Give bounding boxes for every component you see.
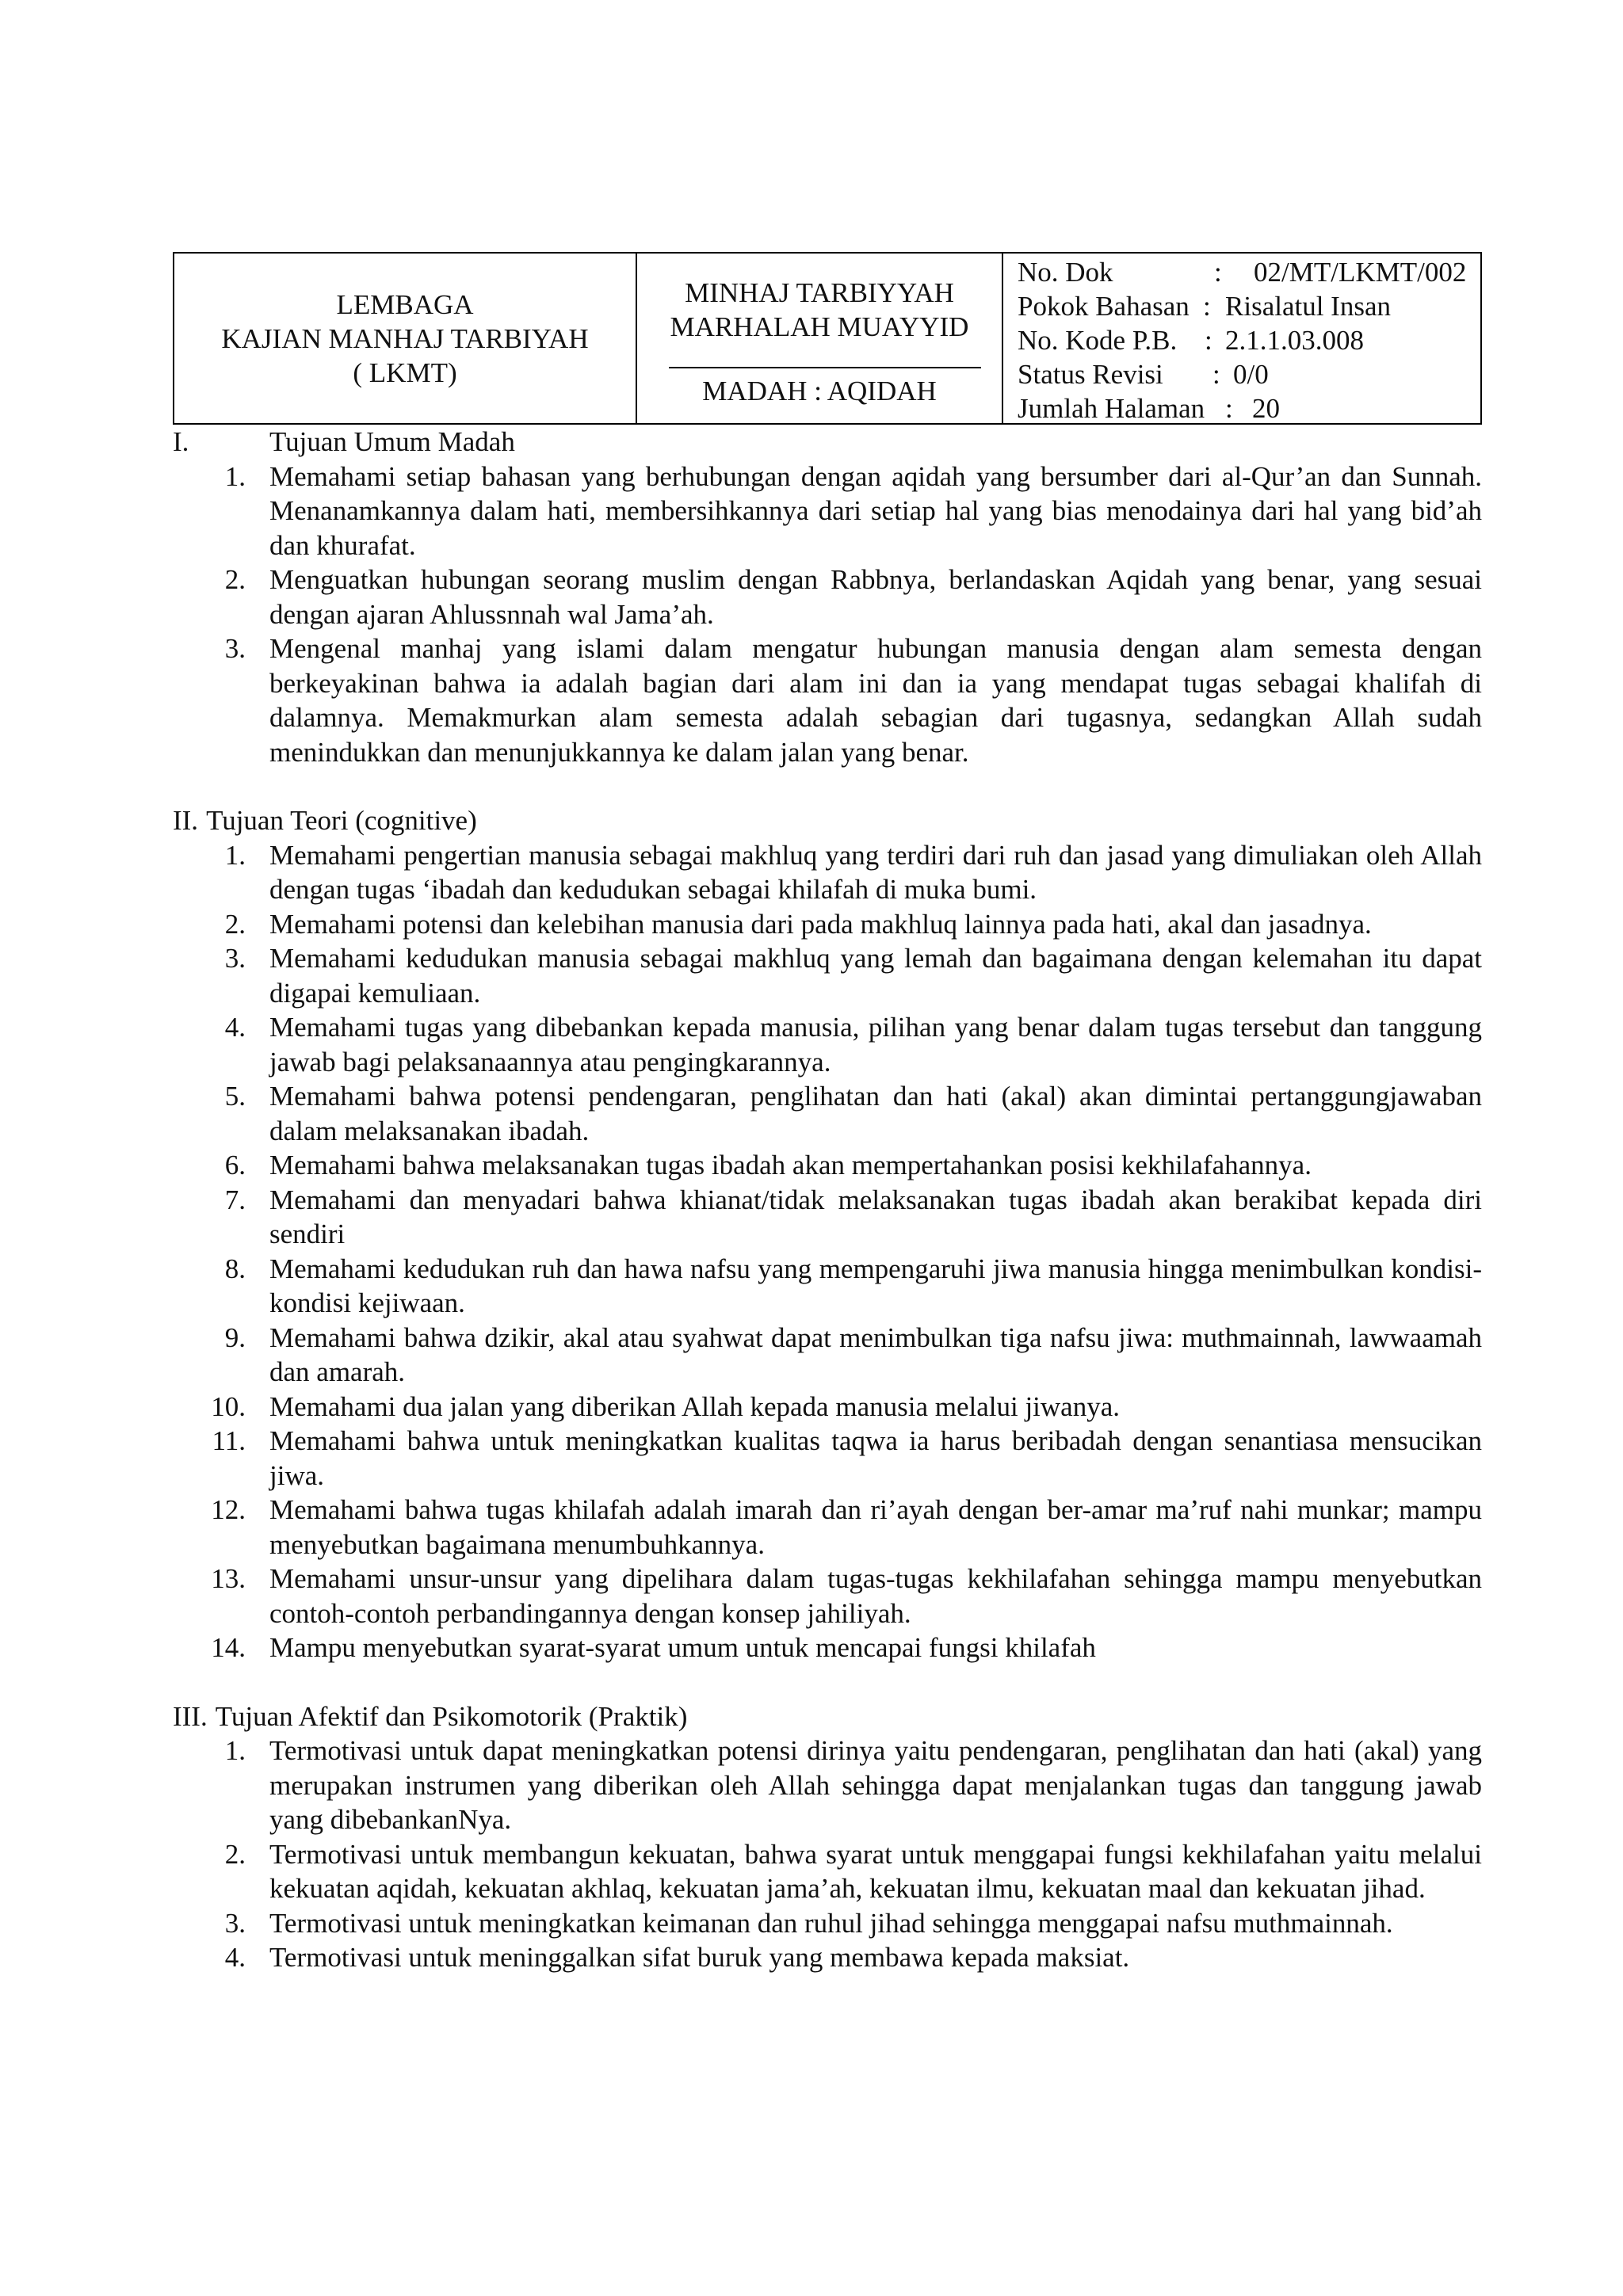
list-item: 12. Memahami bahwa tugas khilafah adalah imarah dan ri’ayah dengan ber-amar ma’ruf nahi munkar; mampu menyebutkan bagaimana menumbuhkannya. [211,1494,1482,1560]
program-cell [637,254,1003,423]
meta-row-revision [1018,357,1480,391]
section-tujuan-umum [173,425,1482,769]
objective-list [173,1733,1482,1975]
list-item: 11. Memahami bahwa untuk meningkatkan kualitas taqwa ia harus beribadah dengan senantiasa mensucikan jiwa. [212,1425,1482,1491]
objective-list [173,838,1482,1665]
objective-list [173,460,1482,770]
meta-separator: : [1225,393,1233,424]
list-item: 1. Memahami setiap bahasan yang berhubungan dengan aqidah yang bersumber dari al-Qur’an dan Sunnah. Menanamkannya dalam hati, membersihkannya dari setiap hal yang bias menodainya dari hal yang bid’ah dan khurafat. [224,460,1482,561]
list-item: 4. Termotivasi untuk meninggalkan sifat buruk yang membawa kepada maksiat. [224,1942,1130,1973]
meta-label: No. Kode P.B. [1018,325,1178,356]
section-title [173,803,1482,838]
meta-separator: : [1203,291,1211,322]
meta-value: 02/MT/LKMT/002 [1254,257,1467,288]
meta-label: No. Dok [1018,257,1113,288]
list-item: 8. Memahami kedudukan ruh dan hawa nafsu yang mempengaruhi jiwa manusia hingga menimbulkan kondisi-kondisi kejiwaan. [224,1253,1482,1318]
list-item: 1. Termotivasi untuk dapat meningkatkan potensi dirinya yaitu pendengaran, penglihatan dan hati (akal) yang merupakan instrumen yang diberikan oleh Allah sehingga dapat menjalankan tugas dan tanggung jawab yang dibebankanNya. [224,1735,1482,1835]
institution-line-2: KAJIAN MANHAJ TARBIYAH [221,322,589,354]
list-item: 5. Memahami bahwa potensi pendengaran, penglihatan dan hati (akal) akan dimintai pertanggungjawaban dalam melaksanakan ibadah. [224,1081,1482,1146]
meta-row-subject [1018,289,1480,323]
document-page [173,252,1482,1975]
list-item: 7. Memahami dan menyadari bahwa khianat/tidak melaksanakan tugas ibadah akan berakibat kepada diri sendiri [224,1184,1482,1249]
list-item: 2. Menguatkan hubungan seorang muslim dengan Rabbnya, berlandaskan Aqidah yang benar, yang sesuai dengan ajaran Ahlussnnah wal Jama’ah. [224,564,1482,630]
list-item: 1. Memahami pengertian manusia sebagai makhluq yang terdiri dari ruh dan jasad yang dimuliakan oleh Allah dengan tugas ‘ibadah dan kedudukan sebagai khilafah di muka bumi. [224,839,1482,905]
program-line-2: MARHALAH MUAYYID [670,311,969,342]
list-item: 4. Memahami tugas yang dibebankan kepada manusia, pilihan yang benar dalam tugas tersebut dan tanggung jawab bagi pelaksanaannya atau pengingkarannya. [224,1012,1482,1077]
meta-label: Jumlah Halaman [1018,393,1205,424]
section-heading: Tujuan Umum Madah [269,426,515,457]
meta-label: Status Revisi [1018,359,1163,390]
list-item: 3. Mengenal manhaj yang islami dalam mengatur hubungan manusia dengan alam semesta dengan berkeyakinan bahwa ia adalah bagian dari alam ini dan ia yang mendapat tugas sebagai khalifah di dalamnya. Memakmurkan alam semesta adalah sebagian dari tugasnya, sedangkan Allah sudah menindukkan dan menunjukkannya ke dalam jalan yang benar. [224,633,1482,768]
section-title [173,1699,1482,1734]
meta-separator: : [1214,257,1222,288]
meta-value: 0/0 [1233,359,1269,390]
list-item: 10. Memahami dua jalan yang diberikan Allah kepada manusia melalui jiwanya. [211,1390,1120,1422]
section-tujuan-afektif [173,1699,1482,1975]
section-title [173,425,1482,460]
list-item: 14. Mampu menyebutkan syarat-syarat umum untuk mencapai fungsi khilafah [211,1632,1096,1663]
meta-value: Risalatul Insan [1225,291,1391,322]
document-header-table [173,252,1482,425]
list-item: 6. Memahami bahwa melaksanakan tugas ibadah akan mempertahankan posisi kekhilafahannya. [224,1150,1312,1180]
meta-value: 2.1.1.03.008 [1225,325,1364,356]
list-item: 9. Memahami bahwa dzikir, akal atau syahwat dapat menimbulkan tiga nafsu jiwa: muthmainnah, lawwaamah dan amarah. [224,1322,1482,1387]
list-item: 3. Termotivasi untuk meningkatkan keimanan dan ruhul jihad sehingga menggapai nafsu muthmainnah. [224,1907,1393,1939]
meta-value: 20 [1252,393,1280,424]
list-item: 3. Memahami kedudukan manusia sebagai makhluq yang lemah dan bagaimana dengan kelemahan itu dapat digapai kemuliaan. [224,943,1482,1009]
program-divider [669,367,981,368]
section-number: I. [173,426,189,457]
list-item: 13. Memahami unsur-unsur yang dipelihara dalam tugas-tugas kekhilafahan sehingga mampu menyebutkan contoh-contoh perbandingannya dengan konsep jahiliyah. [211,1563,1482,1629]
section-heading: Tujuan Afektif dan Psikomotorik (Praktik) [215,1700,688,1732]
meta-row-doc-number [1018,255,1480,289]
meta-label: Pokok Bahasan [1018,291,1190,322]
meta-row-page-count [1018,391,1480,425]
institution-cell [174,254,637,423]
section-tujuan-teori [173,803,1482,1665]
institution-line-3: ( LKMT) [353,357,457,388]
section-number: III. [173,1700,208,1732]
section-number: II. [173,805,199,836]
list-item: 2. Memahami potensi dan kelebihan manusia dari pada makhluq lainnya pada hati, akal dan jasadnya. [224,908,1372,940]
meta-row-code [1018,323,1480,357]
madah-label: MADAH : AQIDAH [702,376,937,406]
list-item: 2. Termotivasi untuk membangun kekuatan, bahwa syarat untuk menggapai fungsi kekhilafahan yaitu melalui kekuatan aqidah, kekuatan akhlaq, kekuatan jama’ah, kekuatan ilmu, kekuatan maal dan kekuatan jihad. [224,1838,1482,1904]
section-heading: Tujuan Teori (cognitive) [206,805,477,836]
meta-separator: : [1212,359,1220,390]
document-meta-cell [1003,254,1480,423]
program-line-1: MINHAJ TARBIYYAH [685,277,954,308]
institution-line-1: LEMBAGA [336,288,474,320]
meta-separator: : [1205,325,1212,356]
